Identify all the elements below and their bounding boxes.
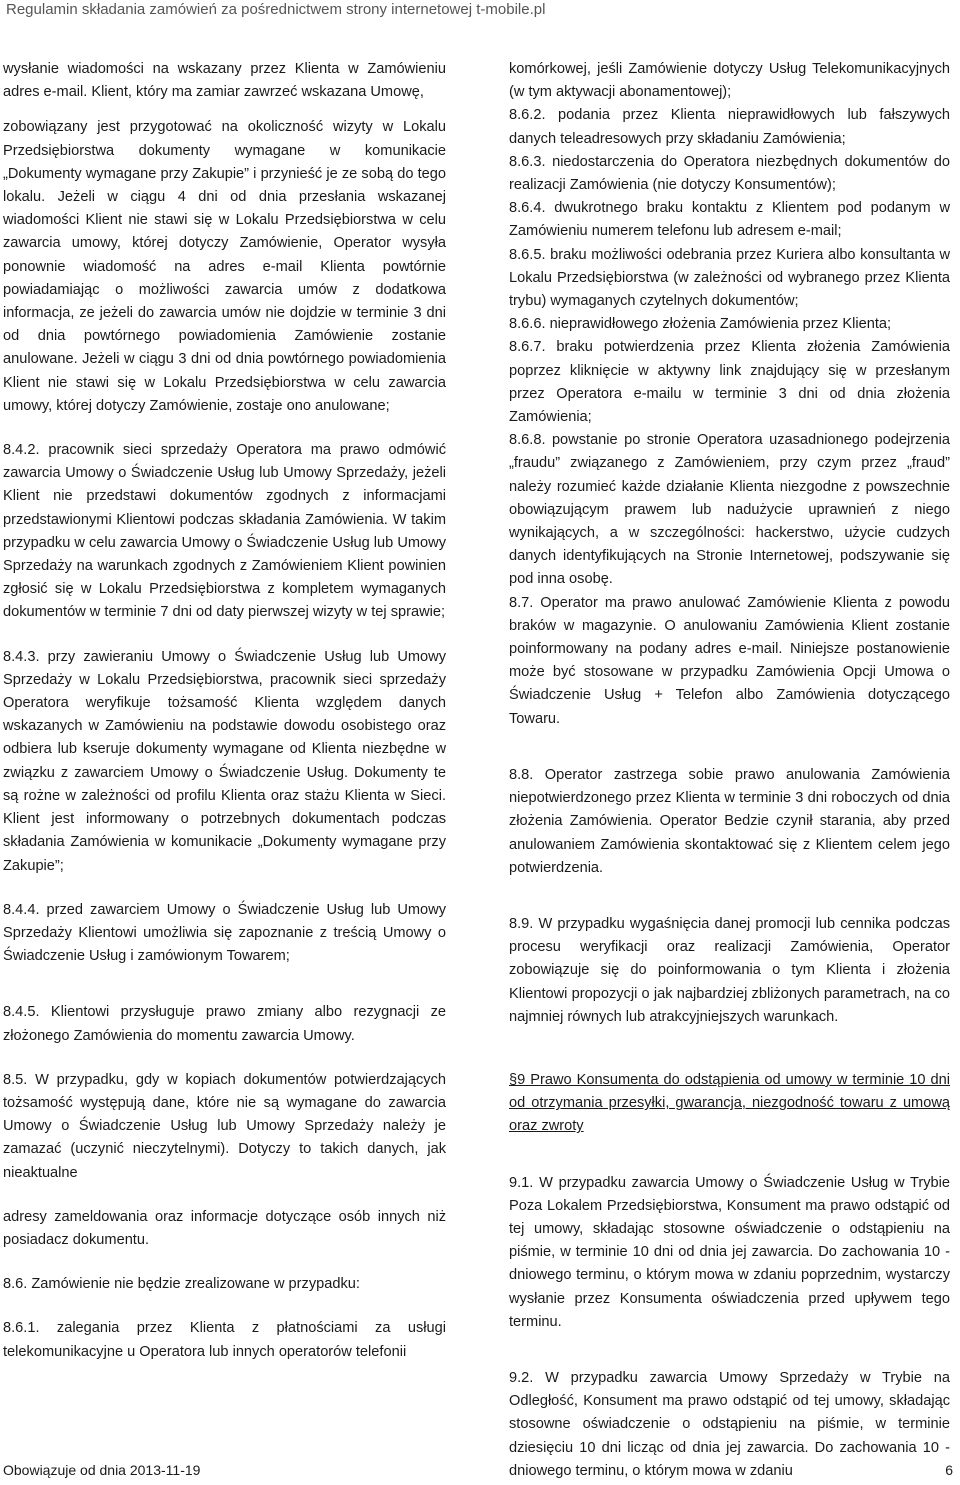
paragraph-8-4-5: 8.4.5. Klientowi przysługuje prawo zmiany albo rezygnacji ze złożonego Zamówienia do momentu zawarcia Umowy. bbox=[3, 1004, 446, 1044]
header-title: Regulamin składania zamówień za pośrednictwem strony internetowej t-mobile.pl bbox=[6, 1, 546, 18]
paragraph: adresy zameldowania oraz informacje dotyczące osób innych niż posiadacz dokumentu. bbox=[3, 1208, 446, 1248]
paragraph: zobowiązany jest przygotować na okoliczność wizyty w Lokalu Przedsiębiorstwa dokumenty wymagane w komunikacie „Dokumenty wymagane przy Zakupie” i przynieść je ze sobą do tego lokalu. Jeżeli w ciągu 4 dni od dnia przesłania wskazanej wiadomości Klient nie stawi się w Lokalu Przedsiębiorstwa w celu zawarcia umowy, której dotyczy Zamówienie, Operator wysyła ponownie wiadomość na adres e-mail Klienta powtórnie powiadamiając o możliwości zawarcia umów z dodatkowa informacja, ze jeżeli do zawarcia umów nie dojdzie w terminie 3 dni od dnia powtórnego powiadomienia Zamówienie zostanie anulowane. Jeżeli w ciągu 3 dni od dnia powtórnego powiadomienia Klient nie stawi się w Lokalu Przedsiębiorstwa w celu zawarcia umowy, której dotyczy Zamówienie, zostaje ono anulowane; bbox=[3, 119, 446, 414]
paragraph-8-6-3: 8.6.3. niedostarczenia do Operatora niezbędnych dokumentów do realizacji Zamówienia (nie dotyczy Konsumentów); bbox=[509, 153, 950, 194]
paragraph-8-8: 8.8. Operator zastrzega sobie prawo anulowania Zamówienia niepotwierdzonego przez Klienta w terminie 3 dni roboczych od dnia złożenia Zamówienia. Operator Bedzie czynił starania, aby przed anulowaniem Zamówienia skontaktować się z Klientem celem jego potwierdzenia. bbox=[509, 766, 950, 876]
document-header bbox=[0, 0, 960, 30]
paragraph-8-5: 8.5. W przypadku, gdy w kopiach dokumentów potwierdzających tożsamość występują dane, które nie są wymagane do zawarcia Umowy o Świadczenie Usług lub Umowy Sprzedaży należy je zamazać (uczynić nieczytelnymi). Dotyczy to takich danych, jak nieaktualne bbox=[3, 1071, 446, 1181]
paragraph-9-1: 9.1. W przypadku zawarcia Umowy o Świadczenie Usług w Trybie Poza Lokalem Przedsiębiorstwa, Konsument ma prawo odstąpić od tej umowy, składając stosowne oświadczenie o odstąpieniu na piśmie, w terminie 10 dni od dnia jej zawarcia. Do zachowania 10 - dniowego terminu, o którym mowa w zdaniu poprzednim, wystarczy wysłanie przez Konsumenta oświadczenia przed upływem tego terminu. bbox=[509, 1174, 950, 1330]
paragraph-8-6-2: 8.6.2. podania przez Klienta nieprawidłowych lub fałszywych danych teleadresowych przy składaniu Zamówienia; bbox=[509, 107, 950, 147]
paragraph-8-9: 8.9. W przypadku wygaśnięcia danej promocji lub cennika podczas procesu weryfikacji oraz realizacji Zamówienia, Operator zobowiązuje się do poinformowania o tym Klienta i złożenia Klientowi propozycji o jak najbardziej zbliżonych parametrach, na co najmniej równych lub atrakcyjniejszych warunkach. bbox=[509, 915, 950, 1025]
paragraph: wysłanie wiadomości na wskazany przez Klienta w Zamówieniu adres e-mail. Klient, który ma zamiar zawrzeć wskazana Umowę, bbox=[3, 61, 446, 101]
section-heading-9: §9 Prawo Konsumenta do odstąpienia od umowy w terminie 10 dni od otrzymania przesyłki, gwarancja, niezgodność towaru z umową oraz zwroty bbox=[509, 1071, 950, 1135]
left-column bbox=[3, 58, 446, 1364]
paragraph: komórkowej, jeśli Zamówienie dotyczy Usług Telekomunikacyjnych (w tym aktywacji abonamentowej); bbox=[509, 61, 950, 101]
paragraph-8-6-6: 8.6.6. nieprawidłowego złożenia Zamówienia przez Klienta; bbox=[509, 316, 892, 333]
paragraph-8-4-3: 8.4.3. przy zawieraniu Umowy o Świadczenie Usług lub Umowy Sprzedaży w Lokalu Przedsiębiorstwa, pracownik sieci sprzedaży Operatora weryfikuje tożsamość Klienta względem danych wskazanych w Zamówieniu na podstawie dowodu osobistego oraz odbiera lub kseruje dokumenty wymagane od Klienta niezbędne w związku z zawarciem Umowy o Świadczenie Usług. Dokumenty te są rożne w zależności od profilu Klienta oraz stażu Klienta w Sieci. Klient jest informowany o potrzebnych dokumentach podczas składania Zamówienia w komunikacie „Dokumenty wymagane przy Zakupie”; bbox=[3, 648, 446, 874]
document-footer bbox=[3, 1461, 953, 1481]
paragraph-8-6-4: 8.6.4. dwukrotnego braku kontaktu z Klientem pod podanym w Zamówieniu numerem telefonu lub adresem e-mail; bbox=[509, 200, 950, 240]
paragraph-8-4-2: 8.4.2. pracownik sieci sprzedaży Operatora ma prawo odmówić zawarcia Umowy o Świadczenie Usług lub Umowy Sprzedaży, jeżeli Klient nie przedstawi dokumentów zgodnych z informacjami przedstawionymi Klientowi podczas składania Zamówienia. W takim przypadku w celu zawarcia Umowy o Świadczenie Usług lub Umowy Sprzedaży na warunkach zgodnych z Zamówieniem Klient powinien zgłosić się w Lokalu Przedsiębiorstwa z kompletem wymaganych dokumentów w terminie 7 dni od daty pierwszej wizyty w tej sprawie; bbox=[3, 442, 446, 621]
page-number: 6 bbox=[945, 1462, 953, 1478]
paragraph-8-6-1: 8.6.1. zalegania przez Klienta z płatnościami za usługi telekomunikacyjne u Operatora lub innych operatorów telefonii bbox=[3, 1320, 446, 1360]
paragraph-8-4-4: 8.4.4. przed zawarciem Umowy o Świadczenie Usług lub Umowy Sprzedaży Klientowi umożliwia się zapoznanie z treścią Umowy o Świadczenie Usług i zamówionym Towarem; bbox=[3, 901, 446, 965]
paragraph-9-2: 9.2. W przypadku zawarcia Umowy Sprzedaży w Trybie na Odległość, Konsument ma prawo odstąpić od tej umowy, składając stosowne oświadczenie o odstąpieniu na piśmie, w terminie dziesięciu 10 dni licząc od dnia jej zawarcia. Do zachowania 10 - dniowego terminu, o którym mowa w zdaniu bbox=[509, 1369, 950, 1479]
right-column bbox=[509, 58, 950, 1483]
paragraph-8-6-5: 8.6.5. braku możliwości odebrania przez Kuriera albo konsultanta w Lokalu Przedsiębiorstwa (w zależności od wybranego przez Klienta trybu) wymaganych czytelnych dokumentów; bbox=[509, 246, 950, 310]
paragraph-8-6-7: 8.6.7. braku potwierdzenia przez Klienta złożenia Zamówienia poprzez kliknięcie w aktywny link znajdujący się w przesłanym przez Operatora e-mailu w terminie 3 dni od dnia złożenia Zamówienia; bbox=[509, 339, 950, 426]
paragraph-8-6: 8.6. Zamówienie nie będzie zrealizowane w przypadku: bbox=[3, 1276, 360, 1293]
effective-date: Obowiązuje od dnia 2013-11-19 bbox=[3, 1462, 201, 1478]
paragraph-8-6-8: 8.6.8. powstanie po stronie Operatora uzasadnionego podejrzenia „fraudu” związanego z Zamówieniem, przy czym przez „fraud” należy rozumieć każde działanie Klienta niezgodne z powszechnie obowiązującym prawem lub nadużycie uprawnień z niego wynikających, a w szczególności: hackerstwo, użycie cudzych danych identyfikujących na Stronie Internetowej, podszywanie się pod inna osobę. bbox=[509, 432, 950, 588]
paragraph-8-7: 8.7. Operator ma prawo anulować Zamówienie Klienta z powodu braków w magazynie. O anulowaniu Zamówienia Klient zostanie poinformowany na podany adres e-mail. Niniejsze postanowienie może być stosowane w przypadku Zamówienia Opcji Umowa o Świadczenie Usług + Telefon albo Zamówienia dotyczącego Towaru. bbox=[509, 594, 950, 727]
